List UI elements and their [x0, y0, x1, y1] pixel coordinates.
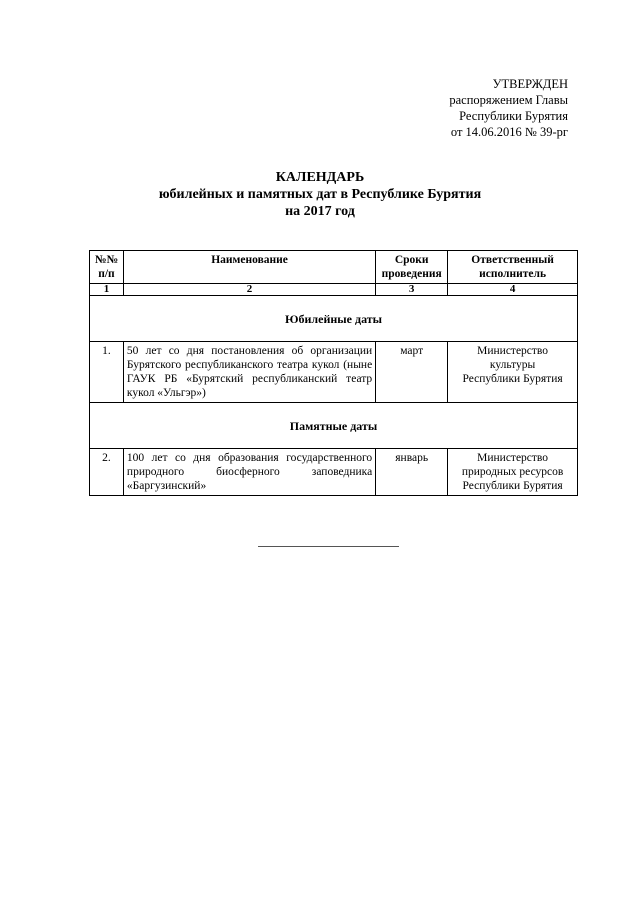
closing-divider [258, 546, 399, 547]
table-row [90, 342, 578, 403]
row-name: 50 лет со дня постановления об организации Бурятского республиканского театра кукол (ныне ГАУК РБ «Бурятский республиканский театр кукол «Ульгэр») [123, 342, 375, 403]
approval-authority: распоряжением Главы [449, 93, 568, 107]
title-line-3: на 2017 год [285, 204, 355, 219]
row-name: 100 лет со дня образования государственного природного биосферного заповедника «Баргузинский» [123, 449, 375, 496]
title-line-2: юбилейных и памятных дат в Республике Бурятия [158, 187, 482, 202]
section-row-memorable [90, 403, 578, 449]
header-num: №№ п/п [90, 251, 124, 284]
section-title: Юбилейные даты [90, 296, 578, 342]
approval-region: Республики Бурятия [459, 109, 568, 123]
header-responsible: Ответственный исполнитель [448, 251, 578, 284]
row-responsible: Министерство культуры Республики Бурятия [448, 342, 578, 403]
row-term: март [376, 342, 448, 403]
table-row [90, 449, 578, 496]
row-responsible: Министерство природных ресурсов Республики Бурятия [448, 449, 578, 496]
row-term: январь [376, 449, 448, 496]
column-number-row [90, 284, 578, 296]
approval-date-number: от 14.06.2016 № 39-рг [450, 125, 568, 139]
header-row [90, 251, 578, 284]
title-line-1: КАЛЕНДАРЬ [275, 170, 365, 185]
calendar-table [89, 250, 578, 496]
column-number: 4 [448, 284, 578, 296]
section-row-jubilee [90, 296, 578, 342]
approval-stamp [449, 76, 568, 140]
column-number: 1 [90, 284, 124, 296]
row-number: 2. [90, 449, 124, 496]
section-title: Памятные даты [90, 403, 578, 449]
approval-title: УТВЕРЖДЕН [492, 77, 568, 91]
header-name: Наименование [123, 251, 375, 284]
header-term: Сроки проведения [376, 251, 448, 284]
document-title [0, 169, 640, 220]
row-number: 1. [90, 342, 124, 403]
column-number: 3 [376, 284, 448, 296]
column-number: 2 [123, 284, 375, 296]
